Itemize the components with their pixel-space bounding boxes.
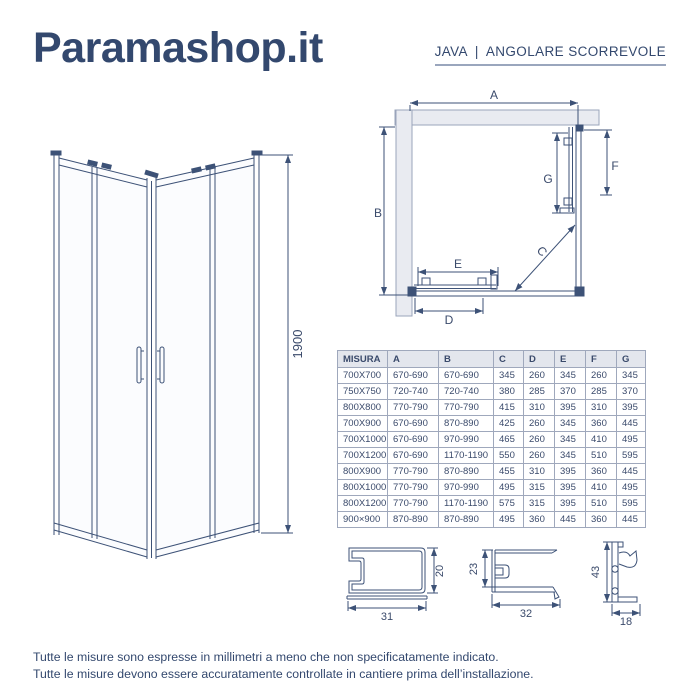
column-header: E (555, 351, 586, 368)
table-cell: 770-790 (388, 464, 439, 480)
table-cell: 285 (524, 384, 555, 400)
table-cell: 315 (524, 480, 555, 496)
table-cell: 670-690 (388, 368, 439, 384)
table-cell: 720-740 (388, 384, 439, 400)
title-separator: | (474, 44, 479, 59)
product-name: JAVA (434, 44, 468, 59)
table-cell: 345 (617, 368, 646, 384)
table-row (338, 496, 646, 512)
dim-label-f: F (611, 159, 619, 173)
glass-face-right (156, 158, 254, 557)
table-cell: 670-690 (388, 432, 439, 448)
wall-left (396, 110, 412, 316)
table-cell: 595 (617, 448, 646, 464)
profile-2-width-label: 32 (519, 608, 533, 620)
table-cell: 870-890 (439, 464, 494, 480)
dim-label-c: C (533, 243, 551, 260)
table-cell: 900×900 (338, 512, 388, 528)
table-cell: 345 (555, 432, 586, 448)
table-cell: 670-690 (439, 368, 494, 384)
table-cell: 410 (586, 480, 617, 496)
table-cell: 445 (555, 512, 586, 528)
table-cell: 595 (617, 496, 646, 512)
table-header-row (338, 351, 646, 368)
column-header: D (524, 351, 555, 368)
column-header: G (617, 351, 646, 368)
table-cell: 800X900 (338, 464, 388, 480)
column-header: F (586, 351, 617, 368)
table-cell: 1170-1190 (439, 448, 494, 464)
table-cell: 410 (586, 432, 617, 448)
sliding-door-bottom (414, 275, 497, 289)
table-cell: 575 (494, 496, 524, 512)
profile-1-section (347, 548, 438, 611)
table-cell: 445 (617, 512, 646, 528)
table-cell: 345 (555, 448, 586, 464)
table-cell: 285 (586, 384, 617, 400)
sliding-door-right (560, 127, 574, 213)
table-cell: 700X1000 (338, 432, 388, 448)
table-cell: 670-690 (388, 416, 439, 432)
profile-3-height-label: 43 (590, 565, 602, 579)
table-row (338, 432, 646, 448)
table-cell: 315 (524, 496, 555, 512)
enclosure-plan (379, 103, 612, 314)
table-cell: 870-890 (439, 416, 494, 432)
table-cell: 310 (586, 400, 617, 416)
table-cell: 770-790 (388, 496, 439, 512)
table-cell: 310 (524, 464, 555, 480)
table-cell: 495 (617, 480, 646, 496)
table-cell: 800X800 (338, 400, 388, 416)
dimension-d (415, 298, 483, 314)
table-cell: 260 (586, 368, 617, 384)
profile-2-height-label: 23 (468, 562, 480, 576)
profile-3-width-label: 18 (619, 616, 633, 628)
table-cell: 260 (524, 368, 555, 384)
table-row (338, 480, 646, 496)
profile-sections-drawing (335, 535, 660, 645)
height-dimension (261, 155, 293, 533)
table-cell: 700X1200 (338, 448, 388, 464)
dim-label-a: A (489, 88, 499, 102)
table-cell: 415 (494, 400, 524, 416)
table-cell: 310 (524, 400, 555, 416)
table-cell: 970-990 (439, 432, 494, 448)
table-cell: 495 (494, 480, 524, 496)
table-cell: 870-890 (439, 512, 494, 528)
table-cell: 510 (586, 448, 617, 464)
footer-note-line1: Tutte le misure sono espresse in millimetri a meno che non specificatamente indicato. (33, 650, 499, 664)
table-cell: 360 (524, 512, 555, 528)
front-view-drawing (8, 138, 308, 563)
dimension-c (515, 225, 575, 291)
glass-face-left (59, 158, 147, 557)
table-cell: 395 (555, 464, 586, 480)
footer-note-line2: Tutte le misure devono essere accuratamente controllate in cantiere prima dell’installazione. (33, 666, 534, 681)
table-cell: 495 (617, 432, 646, 448)
footer-notes (33, 649, 534, 682)
table-row (338, 448, 646, 464)
table-cell: 770-790 (388, 480, 439, 496)
top-view-drawing (372, 82, 700, 327)
table-cell: 465 (494, 432, 524, 448)
table-cell: 800X1200 (338, 496, 388, 512)
table-cell: 720-740 (439, 384, 494, 400)
table-cell: 260 (524, 448, 555, 464)
table-cell: 370 (555, 384, 586, 400)
column-header: C (494, 351, 524, 368)
table-cell: 800X1000 (338, 480, 388, 496)
table-row (338, 400, 646, 416)
table-cell: 360 (586, 512, 617, 528)
table-row (338, 512, 646, 528)
table-row (338, 416, 646, 432)
table-cell: 395 (555, 400, 586, 416)
table-cell: 455 (494, 464, 524, 480)
table-cell: 345 (555, 416, 586, 432)
profile-1-height-label: 20 (434, 564, 446, 578)
table-cell: 395 (555, 480, 586, 496)
front-height-label: 1900 (290, 329, 305, 359)
table-cell: 425 (494, 416, 524, 432)
table-cell: 345 (494, 368, 524, 384)
table-cell: 770-790 (388, 400, 439, 416)
column-header: B (439, 351, 494, 368)
brand-logo: Paramashop.it (33, 24, 323, 72)
column-header: A (388, 351, 439, 368)
table-cell: 550 (494, 448, 524, 464)
table-cell: 445 (617, 416, 646, 432)
table-cell: 870-890 (388, 512, 439, 528)
product-category: ANGOLARE SCORREVOLE (485, 44, 666, 59)
table-cell: 1170-1190 (439, 496, 494, 512)
table-cell: 700X700 (338, 368, 388, 384)
table-cell: 360 (586, 416, 617, 432)
table-row (338, 368, 646, 384)
table-cell: 345 (555, 368, 586, 384)
table-cell: 670-690 (388, 448, 439, 464)
profile-2-section (482, 550, 560, 608)
dim-label-d: D (444, 313, 454, 327)
profile-1-width-label: 31 (380, 611, 394, 623)
table-cell: 495 (494, 512, 524, 528)
table-cell: 360 (586, 464, 617, 480)
table-cell: 260 (524, 416, 555, 432)
table-cell: 395 (617, 400, 646, 416)
table-cell: 395 (555, 496, 586, 512)
table-row (338, 384, 646, 400)
table-cell: 510 (586, 496, 617, 512)
dim-label-e: E (453, 257, 463, 271)
table-cell: 370 (617, 384, 646, 400)
column-header: MISURA (338, 351, 388, 368)
table-row (338, 464, 646, 480)
profile-3-section (603, 542, 640, 616)
table-cell: 700X900 (338, 416, 388, 432)
product-title (435, 44, 666, 66)
table-cell: 445 (617, 464, 646, 480)
table-cell: 770-790 (439, 400, 494, 416)
dimension-f (584, 130, 612, 195)
table-cell: 970-990 (439, 480, 494, 496)
dim-label-b: B (373, 206, 383, 220)
size-table (337, 350, 646, 528)
dim-label-g: G (543, 172, 553, 186)
table-cell: 260 (524, 432, 555, 448)
table-cell: 750X750 (338, 384, 388, 400)
wall-top (395, 110, 599, 125)
table-cell: 380 (494, 384, 524, 400)
